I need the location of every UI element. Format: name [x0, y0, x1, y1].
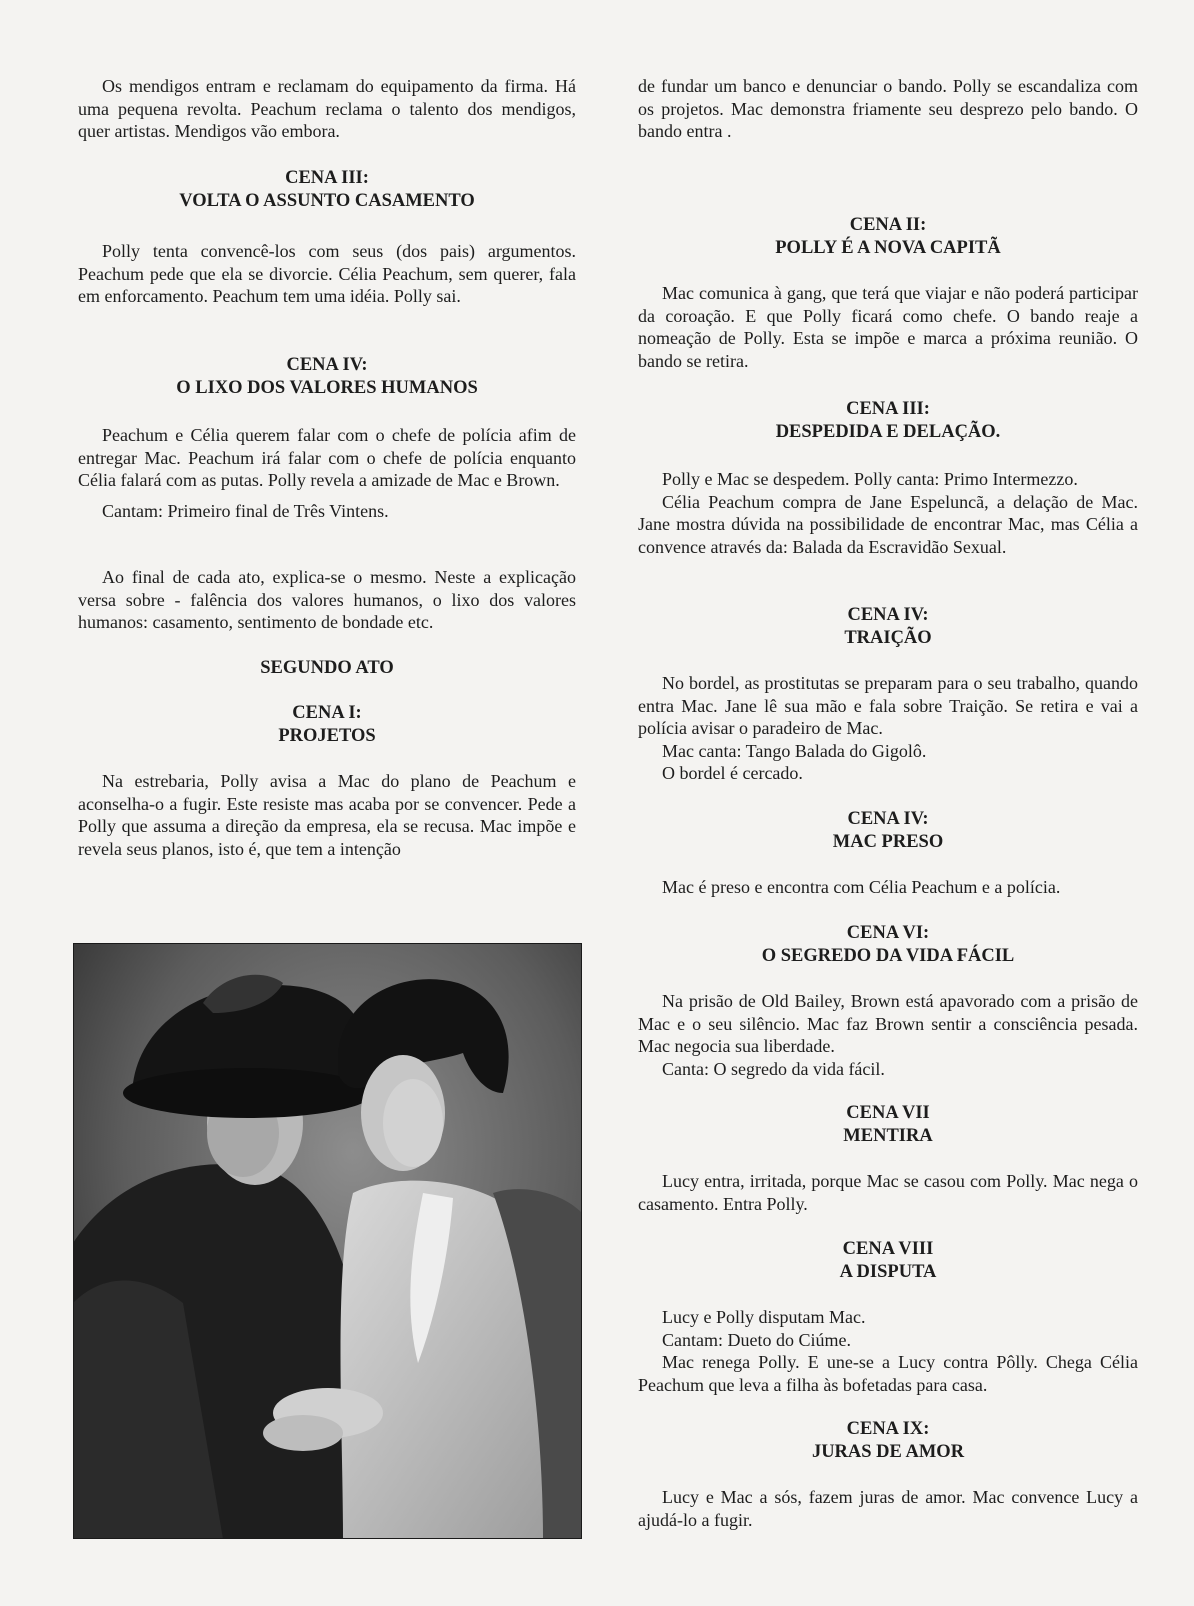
scene-paragraph: Lucy e Polly disputam Mac.	[662, 1307, 866, 1327]
act-explanation-paragraph: Ao final de cada ato, explica-se o mesmo. Neste a explicação versa sobre - falência dos valores humanos, o lixo dos valores humanos: casamento, sentimento de bondade etc.	[78, 567, 576, 633]
scene-paragraph: O bordel é cercado.	[662, 763, 803, 784]
scene-heading-number: CENA VIII	[842, 1239, 934, 1259]
scene-heading-title: VOLTA O ASSUNTO CASAMENTO	[179, 190, 475, 211]
photograph-two-women	[73, 943, 582, 1539]
scene-heading-title: O SEGREDO DA VIDA FÁCIL	[761, 945, 1015, 966]
scene-paragraph: Polly tenta convencê-los com seus (dos pais) argumentos. Peachum pede que ela se divorcie. Célia Peachum, sem querer, fala em enforcamento. Peachum tem uma idéia. Polly sai.	[78, 241, 576, 307]
scene-paragraph: Na estrebaria, Polly avisa a Mac do plano de Peachum e aconselha-o a fugir. Este resiste mas acaba por se convencer. Pede a Polly que assuma a direção da empresa, ela se recusa. Mac impõe e revela seus planos, isto é, que tem a intenção	[78, 771, 576, 859]
photo-illustration	[73, 943, 582, 1539]
intro-paragraph: Os mendigos entram e reclamam do equipamento da firma. Há uma pequena revolta. Peachum reclama o talento dos mendigos, quer artistas. Mendigos vão embora.	[78, 76, 576, 142]
scene-heading-title: MAC PRESO	[832, 831, 944, 852]
scene-song-line: Canta: O segredo da vida fácil.	[662, 1058, 885, 1079]
scene-paragraph: Célia Peachum compra de Jane Espeluncã, a delação de Mac. Jane mostra dúvida na possibilidade de encontrar Mac, mas Célia a convence através da: Balada da Escravidão Sexual.	[638, 491, 1138, 557]
continued-paragraph: de fundar um banco e denunciar o bando. Polly se escandaliza com os projetos. Mac demonstra friamente seu desprezo pelo bando. O bando entra .	[638, 76, 1138, 142]
scene-heading-title: JURAS DE AMOR	[811, 1441, 965, 1462]
scene-song-line: Mac canta: Tango Balada do Gigolô.	[662, 740, 927, 761]
scene-song-line: Cantam: Dueto do Ciúme.	[662, 1329, 851, 1350]
scene-heading-title: PROJETOS	[278, 725, 376, 746]
scene-heading-title: POLLY É A NOVA CAPITÃ	[775, 237, 1001, 258]
scene-paragraph: Mac renega Polly. E une-se a Lucy contra Pôlly. Chega Célia Peachum que leva a filha às bofetadas para casa.	[638, 1352, 1138, 1395]
scene-heading-number: CENA VII	[846, 1103, 930, 1123]
scene-heading-number: CENA IX:	[846, 1419, 930, 1439]
scene-heading-number: CENA III:	[846, 399, 930, 419]
scene-heading-title: DESPEDIDA E DELAÇÃO.	[775, 421, 1001, 442]
scene-paragraph: Lucy entra, irritada, porque Mac se casou com Polly. Mac nega o casamento. Entra Polly.	[638, 1171, 1138, 1214]
scene-paragraph: Peachum e Célia querem falar com o chefe de polícia afim de entregar Mac. Peachum irá falar com o chefe de polícia enquanto Célia falará com as putas. Polly revela a amizade de Mac e Brown.	[78, 425, 576, 491]
scene-heading-title: MENTIRA	[843, 1125, 933, 1146]
act-heading: SEGUNDO ATO	[260, 658, 394, 678]
scene-paragraph: Mac comunica à gang, que terá que viajar e não poderá participar da coroação. E que Polly ficará como chefe. O bando reaje a nomeação de Polly. Esta se impõe e marca a próxima reunião. O bando se retira.	[638, 283, 1138, 371]
scene-heading-number: CENA IV:	[847, 809, 929, 829]
scene-paragraph: Polly e Mac se despedem. Polly canta: Primo Intermezzo.	[662, 469, 1078, 489]
scene-heading-title: TRAIÇÃO	[844, 627, 932, 648]
scene-heading-number: CENA III:	[285, 168, 369, 188]
scene-heading-number: CENA VI:	[846, 923, 930, 943]
scene-paragraph: Mac é preso e encontra com Célia Peachum e a polícia.	[662, 877, 1061, 897]
scene-paragraph: Na prisão de Old Bailey, Brown está apavorado com a prisão de Mac e o seu silêncio. Mac faz Brown sentir a consciência pesada. Mac negocia sua liberdade.	[638, 991, 1138, 1057]
scene-song-line: Cantam: Primeiro final de Três Vintens.	[102, 500, 389, 521]
scene-heading-number: CENA I:	[292, 703, 362, 723]
scene-heading-title: A DISPUTA	[839, 1261, 937, 1282]
scene-paragraph: Lucy e Mac a sós, fazem juras de amor. Mac convence Lucy a ajudá-lo a fugir.	[638, 1487, 1138, 1530]
scene-heading-title: O LIXO DOS VALORES HUMANOS	[176, 377, 478, 398]
scene-heading-number: CENA II:	[849, 215, 927, 235]
scene-heading-number: CENA IV:	[286, 355, 368, 375]
scene-paragraph: No bordel, as prostitutas se preparam para o seu trabalho, quando entra Mac. Jane lê sua mão e fala sobre Traição. Se retira e vai a polícia avisar o paradeiro de Mac.	[638, 673, 1138, 739]
scene-heading-number: CENA IV:	[847, 605, 929, 625]
